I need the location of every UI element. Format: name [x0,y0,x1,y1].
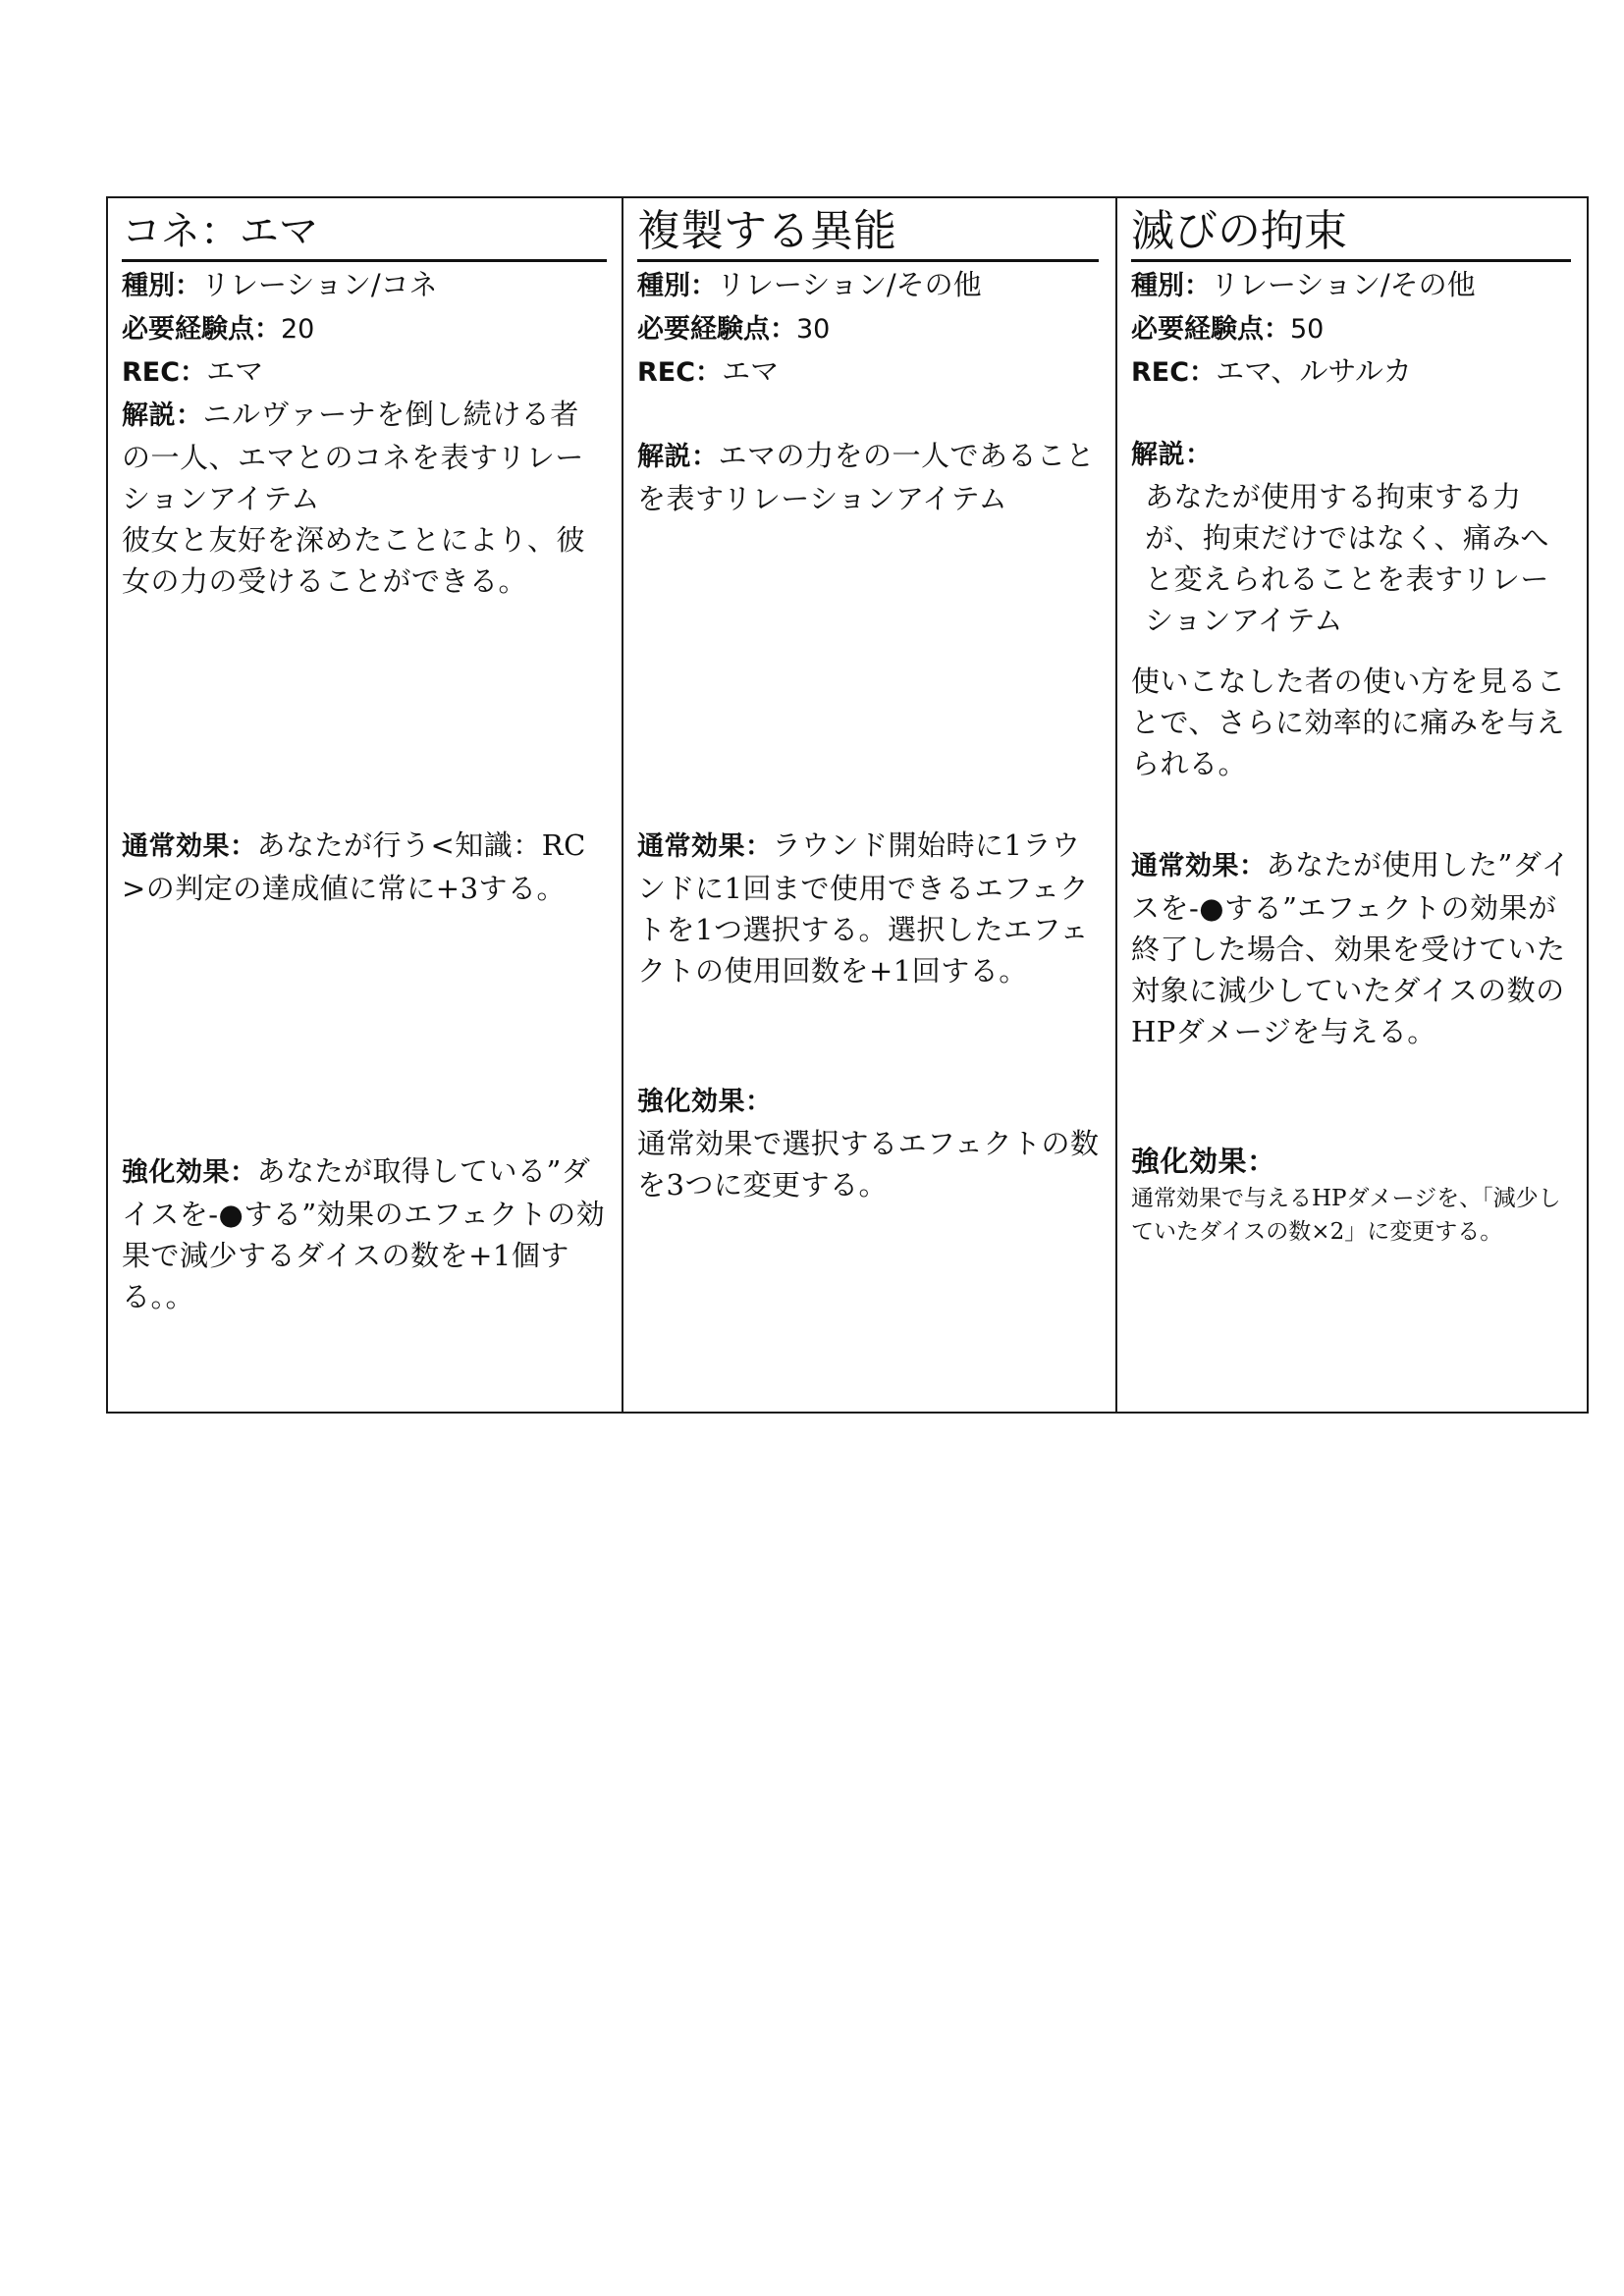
rec-row [637,350,1102,394]
enhance-label: 強化効果： [1131,1145,1276,1178]
exp-value: 50 [1290,314,1325,345]
type-value: リレーション/その他 [717,268,982,301]
description [637,435,1102,519]
exp-row [1131,307,1573,350]
exp-label: 必要経験点： [122,314,281,345]
enhance-effect [1131,1141,1575,1249]
normal-effect [1131,844,1575,1052]
card-title: 滅びの拘束 [1131,204,1571,262]
normal-effect [122,825,610,909]
exp-row [637,307,1102,350]
desc-text: あなたが使用する拘束する力が、拘束だけではなく、痛みへと変えられることを表すリレーションアイテム [1145,480,1549,637]
spacer [637,394,1102,435]
rec-label: REC： [1131,357,1217,388]
rec-value: エマ [722,354,780,388]
desc-text: エマの力をの一人であることを表すリレーションアイテム [637,439,1096,515]
item-card-1 [108,198,623,1412]
card-title: 複製する異能 [637,204,1099,262]
enhance-text: 通常効果で与えるHPダメージを、「減少していたダイスの数×2」に変更する。 [1131,1186,1561,1245]
enhance-label: 強化効果： [637,1087,773,1117]
type-label: 種別： [122,271,201,301]
rec-row [122,350,608,394]
normal-label: 通常効果： [1131,851,1267,881]
desc-label: 解説： [122,400,203,431]
exp-value: 20 [281,314,315,345]
enhance-text: 通常効果で選択するエフェクトの数を3つに変更する。 [637,1127,1100,1201]
description [122,394,608,519]
description [1131,435,1573,641]
normal-text: ラウンド開始時に1ラウンドに1回まで使用できるエフェクトを1つ選択する。選択したエフェクトの使用回数を+1回する。 [637,828,1090,988]
normal-label: 通常効果： [122,831,257,862]
rec-label: REC： [637,357,723,388]
desc-text: ニルヴァーナを倒し続ける者の一人、エマとのコネを表すリレーションアイテム [122,398,584,515]
desc-label: 解説： [1131,440,1213,470]
enhance-effect [122,1150,610,1317]
enhance-label: 強化効果： [122,1157,257,1188]
desc-label: 解説： [637,442,719,472]
normal-text: あなたが行う<知識：RC>の判定の達成値に常に+3する。 [122,828,586,905]
exp-row [122,307,608,350]
card-title: コネ：エマ [122,204,607,262]
normal-effect [637,825,1104,991]
item-card-3 [1117,198,1587,1412]
enhance-text: あなたが取得している”ダイスを-●する”効果のエフェクトの効果で減少するダイスの数を+1個する。。 [122,1154,606,1313]
type-row [122,264,608,307]
rec-label: REC： [122,357,207,388]
exp-label: 必要経験点： [637,314,796,345]
type-label: 種別： [1131,271,1211,301]
type-value: リレーション/コネ [201,268,438,301]
rec-value: エマ、ルサルカ [1216,354,1412,388]
rec-value: エマ [206,354,264,388]
normal-label: 通常効果： [637,831,773,862]
item-card-2 [623,198,1117,1412]
rec-row [1131,350,1573,394]
desc-text-2: 使いこなした者の使い方を見ることで、さらに効率的に痛みを与えられる。 [1131,665,1566,780]
item-card-sheet [106,196,1589,1414]
enhance-effect [637,1082,1104,1205]
type-row [1131,264,1573,307]
type-value: リレーション/その他 [1211,268,1476,301]
desc-text-2: 彼女と友好を深めたことにより、彼女の力の受けることができる。 [122,523,586,598]
type-row [637,264,1102,307]
spacer [1131,394,1573,435]
exp-value: 30 [796,314,831,345]
normal-text: あなたが使用した”ダイスを-●する”エフェクトの効果が終了した場合、効果を受けていた対象に減少していたダイスの数のHPダメージを与える。 [1131,848,1571,1048]
exp-label: 必要経験点： [1131,314,1290,345]
type-label: 種別： [637,271,717,301]
